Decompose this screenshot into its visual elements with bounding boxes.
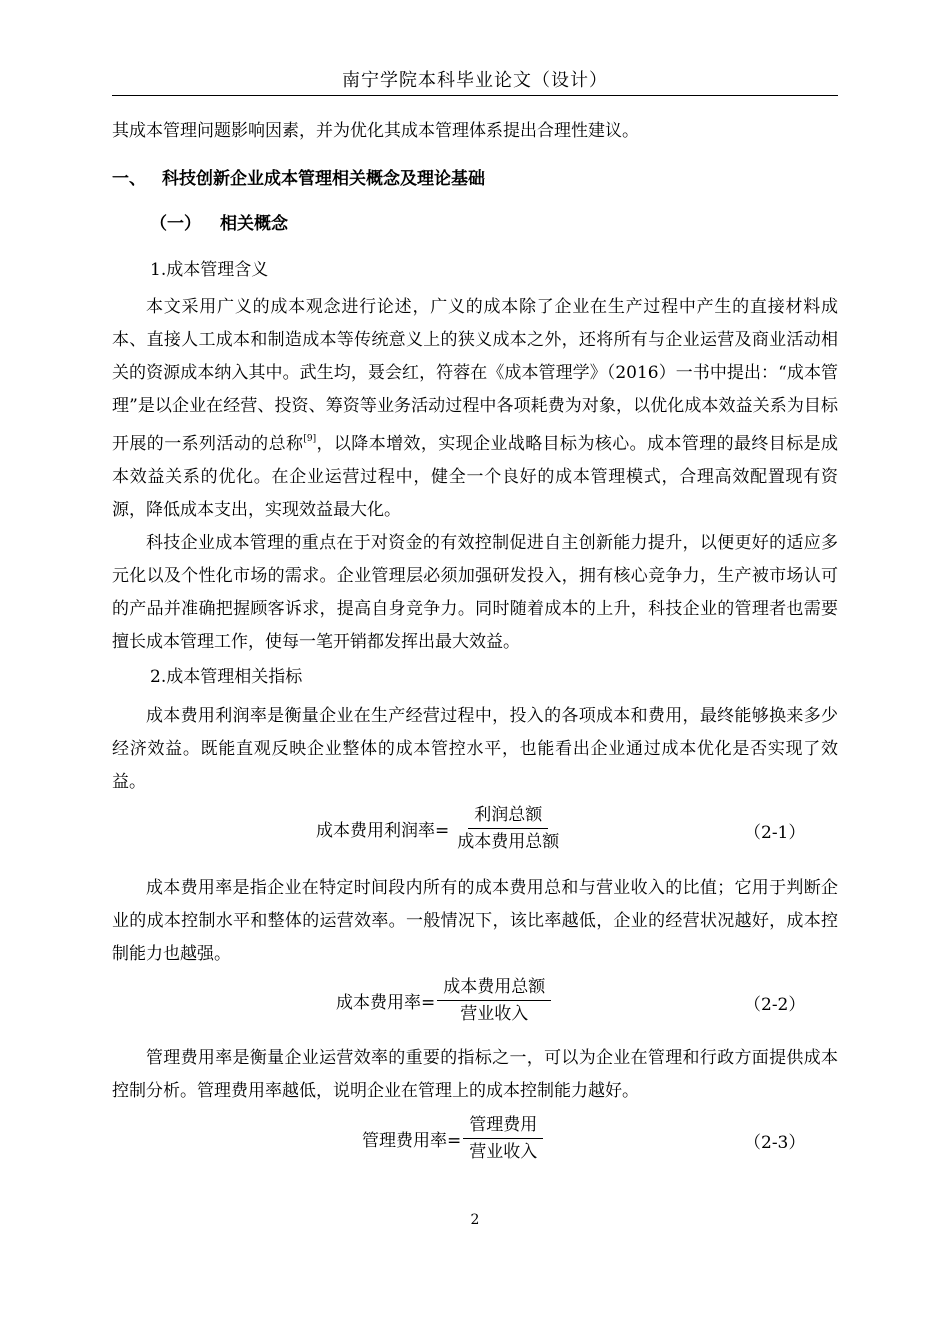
paragraph-block-1 <box>112 291 838 659</box>
formula-denominator: 营业收入 <box>469 1142 538 1162</box>
intro-line-block <box>112 115 838 148</box>
paragraph-block-2 <box>112 700 838 799</box>
formula-fraction <box>451 804 565 853</box>
formula-numerator: 成本费用总额 <box>437 976 551 1001</box>
paragraph-tech-enterprise-cost: 科技企业成本管理的重点在于对资金的有效控制促进自主创新能力提升，以便更好的适应多元化以及个性化市场的需求。企业管理层必须加强研发投入，拥有核心竞争力，生产被市场认可的产品并准确把握顾客诉求，提高自身竞争力。同时随着成本的上升，科技企业的管理者也需要擅长成本管理工作，使每一笔开销都发挥出最大效益。 <box>112 533 838 652</box>
section-heading-1 <box>112 164 485 189</box>
subsection-title: 相关概念 <box>220 214 288 234</box>
subsection-heading-1 <box>150 209 288 234</box>
equation-number-2-1: （2-1） <box>744 823 806 843</box>
formula-2-1 <box>316 804 565 853</box>
paragraph-cost-expense-rate: 成本费用率是指企业在特定时间段内所有的成本费用总和与营业收入的比值；它用于判断企业的成本控制水平和整体的运营效率。一般情况下，该比率越低，企业的经营状况越好，成本控制能力也越强。 <box>112 878 838 964</box>
subsection-number: （一） <box>150 214 201 234</box>
formula-lhs: 成本费用率= <box>336 993 436 1013</box>
formula-numerator: 利润总额 <box>468 804 548 829</box>
equation-number-2-3: （2-3） <box>744 1133 806 1153</box>
formula-denominator: 成本费用总额 <box>457 832 560 852</box>
section-title: 科技创新企业成本管理相关概念及理论基础 <box>162 169 485 189</box>
formula-lhs: 管理费用率= <box>362 1131 462 1151</box>
equation-number-2-2: （2-2） <box>744 995 806 1015</box>
formula-2-2 <box>336 976 551 1025</box>
page-number: 2 <box>470 1212 480 1228</box>
paragraph-block-3 <box>112 872 838 971</box>
paragraph-cost-profit-rate: 成本费用利润率是衡量企业在生产经营过程中，投入的各项成本和费用，最终能够换来多少经济效益。既能直观反映企业整体的成本管控水平，也能看出企业通过成本优化是否实现了效益。 <box>112 706 838 792</box>
page-header-title: 南宁学院本科毕业论文（设计） <box>342 70 608 91</box>
paragraph-cost-management-definition <box>112 291 838 527</box>
para1-before-cite: 本文采用广义的成本观念进行论述，广义的成本除了企业在生产过程中产生的直接材料成本、直接人工成本和制造成本等传统意义上的狭义成本之外，还将所有与企业运营及商业活动相关的资源成本纳入其中。武生均，聂会红，符蓉在《成本管理学》（2016）一书中提出：“成本管理”是以企业在经营、投资、筹资等业务活动过程中各项耗费为对象，以优化成本效益关系为目标开展的一系列活动的总称 <box>112 297 838 454</box>
formula-lhs: 成本费用利润率= <box>316 821 450 841</box>
paragraph-management-expense-rate: 管理费用率是衡量企业运营效率的重要的指标之一，可以为企业在管理和行政方面提供成本控制分析。管理费用率越低，说明企业在管理上的成本控制能力越好。 <box>112 1048 838 1101</box>
item-heading-1: 1.成本管理含义 <box>150 260 269 280</box>
para1-after-cite: ，以降本增效，实现企业战略目标为核心。成本管理的最终目标是成本效益关系的优化。在企业运营过程中，健全一个良好的成本管理模式，合理高效配置现有资源，降低成本支出，实现效益最大化。 <box>112 434 838 520</box>
formula-fraction <box>463 1114 543 1163</box>
header-rule <box>112 95 838 96</box>
paragraph-block-4 <box>112 1042 838 1108</box>
formula-denominator: 营业收入 <box>460 1004 529 1024</box>
section-number: 一、 <box>112 169 146 189</box>
intro-line: 其成本管理问题影响因素，并为优化其成本管理体系提出合理性建议。 <box>112 121 639 141</box>
formula-fraction <box>437 976 551 1025</box>
item-heading-2: 2.成本管理相关指标 <box>150 667 303 687</box>
formula-numerator: 管理费用 <box>463 1114 543 1139</box>
citation-marker: [9] <box>303 434 317 444</box>
formula-2-3 <box>362 1114 543 1163</box>
